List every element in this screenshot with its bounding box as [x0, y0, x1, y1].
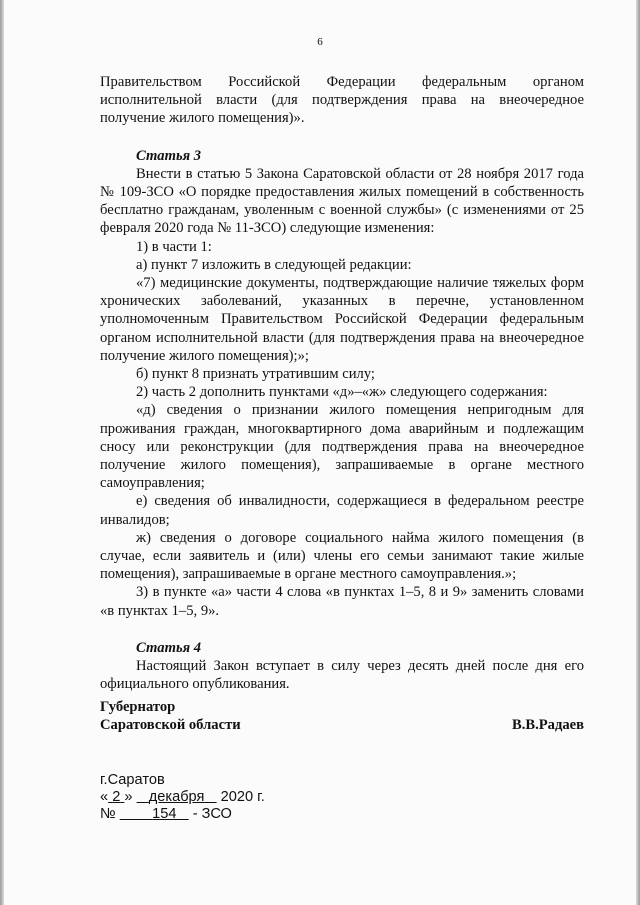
page-number: 6 [317, 36, 323, 48]
scan-edge-right [636, 0, 640, 905]
number-value: 154 [152, 806, 177, 822]
date-day: 2 [112, 789, 121, 805]
signer-title-line1: Губернатор [100, 699, 176, 715]
number-suffix: - ЗСО [192, 806, 232, 822]
footer-date [100, 789, 265, 806]
article-3-paragraph: 2) часть 2 дополнить пунктами «д»–«ж» следующего содержания: [136, 384, 548, 401]
article-3-paragraph: 3) в пункте «а» части 4 слова «в пунктах 1–5, 8 и 9» заменить словами «в пунктах 1–5, 9». [100, 584, 584, 619]
scan-edge-left [0, 0, 4, 905]
date-year: 2020 г. [220, 789, 265, 805]
footer-number [100, 806, 265, 823]
article-3-paragraph: б) пункт 8 признать утратившим силу; [136, 366, 375, 383]
article-3-paragraph: Внести в статью 5 Закона Саратовской области от 28 ноября 2017 года № 109-ЗСО «О порядке предоставления жилых помещений в собственность бесплатно гражданам, уволенным с военной службы» (с изменениями от 25 февраля 2020 года № 11-ЗСО) следующие изменения: [100, 165, 584, 237]
date-open-quote: « [100, 789, 109, 805]
article-3-heading: Статья 3 [136, 147, 202, 164]
signature-block [100, 698, 584, 734]
article-3-paragraph: е) сведения об инвалидности, содержащиеся в федеральном реестре инвалидов; [100, 493, 584, 528]
document-body [100, 73, 584, 694]
article-3-paragraph: ж) сведения о договоре социального найма жилого помещения (в случае, если заявитель и (или) члены его семьи занимают такие жилые помещения), запрашиваемые в органе местного самоуправления.»; [100, 529, 584, 583]
footer-city: г.Саратов [100, 772, 165, 788]
article-3-paragraph: а) пункт 7 изложить в следующей редакции: [136, 256, 412, 273]
article-3-paragraph: «7) медицинские документы, подтверждающие наличие тяжелых форм хронических заболеваний, указанных в перечне, установленном уполномоченным Правительством Российской Федерации федеральным органом исполнительной власти (для подтверждения права на внеочередное получение жилого помещения);»; [100, 275, 584, 364]
article-4-paragraph: Настоящий Закон вступает в силу через десять дней после дня его официального опубликования. [100, 658, 584, 693]
date-month: декабря [148, 789, 205, 805]
article-3-paragraph: «д) сведения о признании жилого помещения непригодным для проживания граждан, многоквартирного дома аварийным и подлежащим сносу или реконструкции (для подтверждения права на внеочередное получение жилого помещения), запрашиваемые в органе местного самоуправления; [100, 402, 584, 492]
article-4-heading: Статья 4 [136, 639, 202, 656]
signer-title-line2: Саратовской области [100, 717, 241, 734]
date-close-quote: » [124, 789, 133, 805]
article-3-paragraph: 1) в части 1: [136, 238, 212, 255]
document-footer [100, 772, 265, 823]
number-sign: № [100, 806, 116, 822]
signer-name: В.В.Радаев [511, 717, 584, 734]
intro-paragraph: Правительством Российской Федерации федеральным органом исполнительной власти (для подтверждения права на внеочередное получение жилого помещения)». [100, 74, 584, 127]
